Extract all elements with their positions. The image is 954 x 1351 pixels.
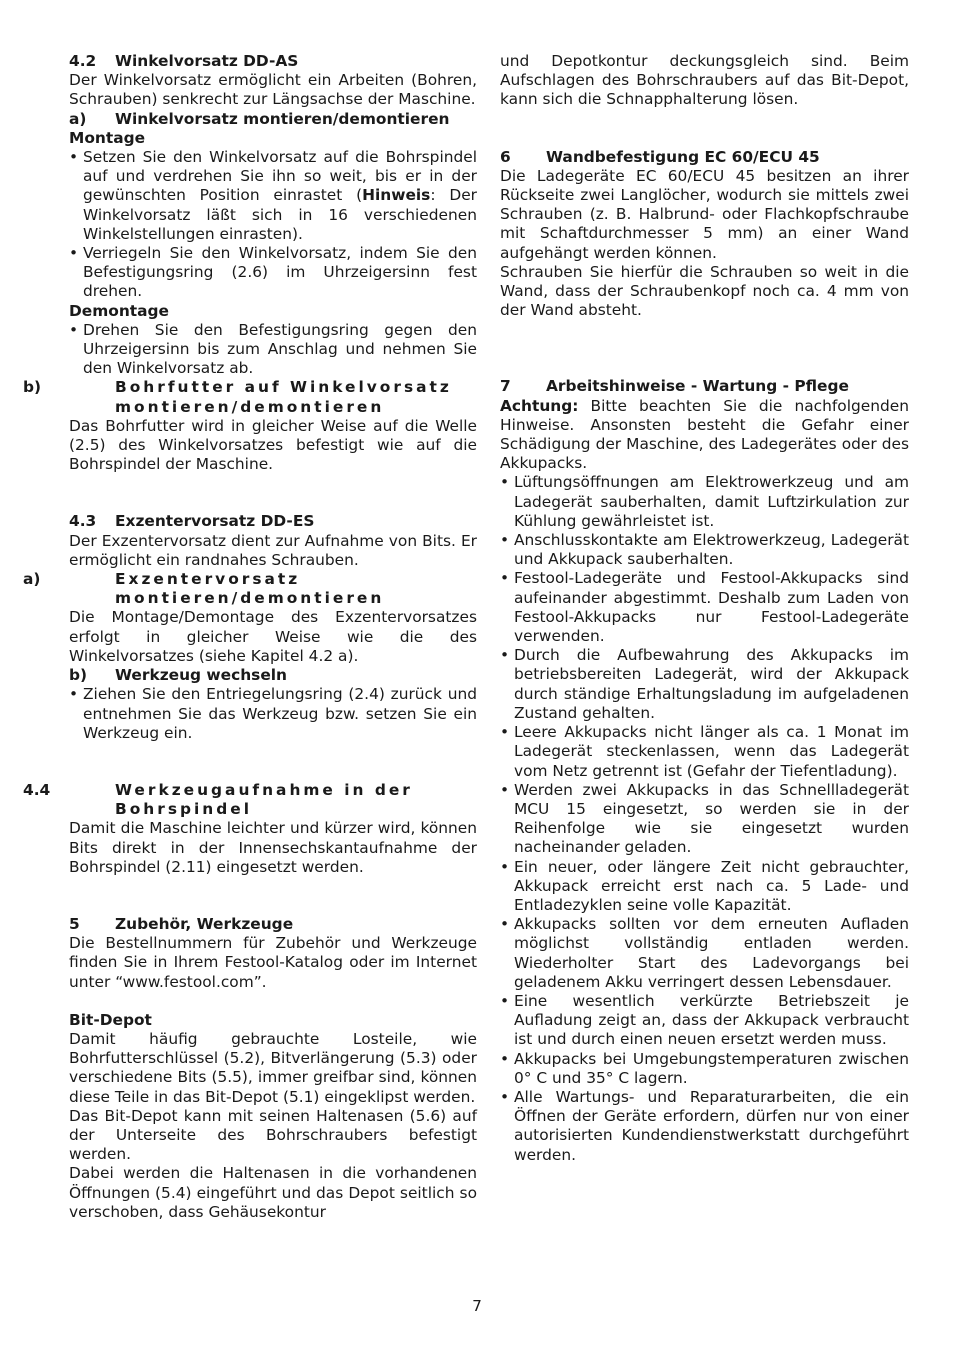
montage-heading: Montage xyxy=(69,128,146,147)
bit-depot-text-1: Damit häufig gebrauchte Losteile, wie Bohrfutterschlüssel (5.2), Bitverlängerung (5.3) oder verschiedene Bits (5.5), immer greifbar sind, können diese Teile in das Bit-Depot (5.1) eingeklipst werden. xyxy=(69,1029,477,1106)
bit-depot-continuation: und Depotkontur deckungsgleich sind. Beim Aufschlagen des Bohrschraubers auf das Bit-Depot, kann sich die Schnapphalterung lösen. xyxy=(500,52,909,109)
subsection-4-2-b-heading: b) Bohrfutter auf Winkelvorsatz montieren/demontieren xyxy=(23,378,452,416)
subsection-4-3-b-heading: b) Werkzeug wechseln xyxy=(69,666,287,685)
achtung-paragraph: Achtung: Bitte beachten Sie die nachfolgenden Hinweise. Ansonsten besteht die Gefahr einer Schädigung der Maschine, des Ladegerätes oder des Akkupacks. xyxy=(500,396,909,473)
page-number: 7 xyxy=(472,1297,482,1315)
subsection-4-3-a-heading: a) Exzentervorsatz montieren/demontieren xyxy=(23,570,385,608)
list-item: • Ziehen Sie den Entriegelungsring (2.4) zurück und entnehmen Sie das Werkzeug bzw. setzen Sie ein Werkzeug ein. xyxy=(69,685,477,743)
subsection-4-2-b-text: Das Bohrfutter wird in gleicher Weise auf die Welle (2.5) des Winkelvorsatzes befestigt wie auf die Bohrspindel der Maschine. xyxy=(69,416,477,474)
demontage-heading: Demontage xyxy=(69,301,169,320)
bit-depot-text-3: Dabei werden die Haltenasen in die vorhandenen Öffnungen (5.4) eingeführt und das Depot seitlich so verschoben, dass Gehäusekontur xyxy=(69,1164,477,1221)
subsection-4-3-a-text: Die Montage/Demontage des Exzentervorsatzes erfolgt in gleicher Weise wie die des Winkelvorsatzes (siehe Kapitel 4.2 a). xyxy=(69,608,477,665)
list-item: • Setzen Sie den Winkelvorsatz auf die Bohrspindel auf und verdrehen Sie ihn so weit, bis er in der gewünschten Position einrastet (Hinweis: Der Winkelvorsatz läßt sich in 16 verschiedenen Winkelstellungen einrasten). xyxy=(69,148,477,244)
section-5-text: Die Bestellnummern für Zubehör und Werkzeuge finden Sie in Ihrem Festool-Katalog oder im Internet unter “www.festool.com”. xyxy=(69,934,477,991)
list-item: • Anschlusskontakte am Elektrowerkzeug, Ladegerät und Akkupack sauberhalten. xyxy=(500,531,909,569)
list-item: • Lüftungsöffnungen am Elektrowerkzeug und am Ladegerät sauberhalten, damit Luftzirkulation zur Kühlung gewährleistet ist. xyxy=(500,473,909,531)
bit-depot-heading: Bit-Depot xyxy=(69,1010,152,1029)
list-item: • Alle Wartungs- und Reparaturarbeiten, die ein Öffnen der Geräte erfordern, dürfen nur von einer autorisierten Kundendienstwerkstatt durchgeführt werden. xyxy=(500,1088,909,1165)
section-4-2-heading: 4.2 Winkelvorsatz DD-AS xyxy=(69,52,299,70)
section-6-text-2: Schrauben Sie hierfür die Schrauben so weit in die Wand, dass der Schraubenkopf noch ca. 4 mm von der Wand absteht. xyxy=(500,262,909,320)
list-item: • Akkupacks bei Umgebungstemperaturen zwischen 0° C und 35° C lagern. xyxy=(500,1050,909,1088)
section-6-text-1: Die Ladegeräte EC 60/ECU 45 besitzen an ihrer Rückseite zwei Langlöcher, wodurch sie mittels zwei Schrauben (z. B. Halbrund- oder Flachkopfschraube mit Schaftdurchmesser 5 mm) an einer Wand aufgehängt werden können. xyxy=(500,166,909,262)
list-item: • Eine wesentlich verkürzte Betriebszeit je Aufladung zeigt an, dass der Akkupack verbraucht ist und durch einen neuen ersetzt werden muss. xyxy=(500,992,909,1050)
section-7-heading: 7 Arbeitshinweise - Wartung - Pflege xyxy=(500,377,849,396)
achtung-label: Achtung: xyxy=(500,396,579,415)
list-item: • Akkupacks sollten vor dem erneuten Aufladen möglichst vollständig entladen werden. Wiederholter Start des Ladevorgangs bei geladenem Akku verringert dessen Lebensdauer. xyxy=(500,915,909,992)
list-item: • Leere Akkupacks nicht länger als ca. 1 Monat im Ladegerät steckenlassen, wenn das Ladegerät vom Netz getrennt ist (Gefahr der Tiefentladung). xyxy=(500,723,909,781)
subsection-4-2-a-heading: a) Winkelvorsatz montieren/demontieren xyxy=(69,109,450,128)
section-4-2-intro: Der Winkelvorsatz ermöglicht ein Arbeiten (Bohren, Schrauben) senkrecht zur Längsachse der Maschine. xyxy=(69,71,477,109)
section-6-heading: 6 Wandbefestigung EC 60/ECU 45 xyxy=(500,147,820,166)
list-item: • Ein neuer, oder längere Zeit nicht gebrauchter, Akkupack erreicht erst nach ca. 5 Lade- und Entladezyklen seine volle Kapazität. xyxy=(500,858,909,916)
bit-depot-text-2: Das Bit-Depot kann mit seinen Haltenasen (5.6) auf der Unterseite des Bohrschraubers befestigt werden. xyxy=(69,1106,477,1164)
list-item: • Drehen Sie den Befestigungsring gegen den Uhrzeigersinn bis zum Anschlag und nehmen Sie den Winkelvorsatz ab. xyxy=(69,321,477,379)
section-4-4-heading: 4.4 Werkzeugaufnahme in der Bohrspindel xyxy=(23,780,413,819)
section-5-heading: 5 Zubehör, Werkzeuge xyxy=(69,914,294,933)
list-item: • Verriegeln Sie den Winkelvorsatz, indem Sie den Befestigungsring (2.6) im Uhrzeigersinn fest drehen. xyxy=(69,244,477,302)
list-item: • Werden zwei Akkupacks in das Schnellladegerät MCU 15 eingesetzt, so werden sie in der Reihenfolge wie sie eingesetzt wurden nacheinander geladen. xyxy=(500,781,909,858)
right-column xyxy=(500,52,909,1165)
montage-list xyxy=(69,148,477,302)
section-4-3-intro: Der Exzentervorsatz dient zur Aufnahme von Bits. Er ermöglicht ein randnahes Schrauben. xyxy=(69,531,477,569)
demontage-list xyxy=(69,321,477,379)
hinweise-list xyxy=(500,473,909,1164)
list-item: • Festool-Ladegeräte und Festool-Akkupacks sind aufeinander abgestimmt. Deshalb zum Laden von Festool-Akkupacks nur Festool-Ladegeräte verwenden. xyxy=(500,569,909,646)
werkzeug-list xyxy=(69,685,477,743)
left-column xyxy=(23,52,478,1222)
list-item: • Durch die Aufbewahrung des Akkupacks im betriebsbereiten Ladegerät, wird der Akkupack durch ständige Erhaltungsladung im aufgeladenen Zustand gehalten. xyxy=(500,646,909,723)
section-4-3-heading: 4.3 Exzentervorsatz DD-ES xyxy=(69,512,315,531)
section-4-4-text: Damit die Maschine leichter und kürzer wird, können Bits direkt in der Innensechskantaufnahme der Bohrspindel (2.11) eingesetzt werden. xyxy=(69,819,477,876)
